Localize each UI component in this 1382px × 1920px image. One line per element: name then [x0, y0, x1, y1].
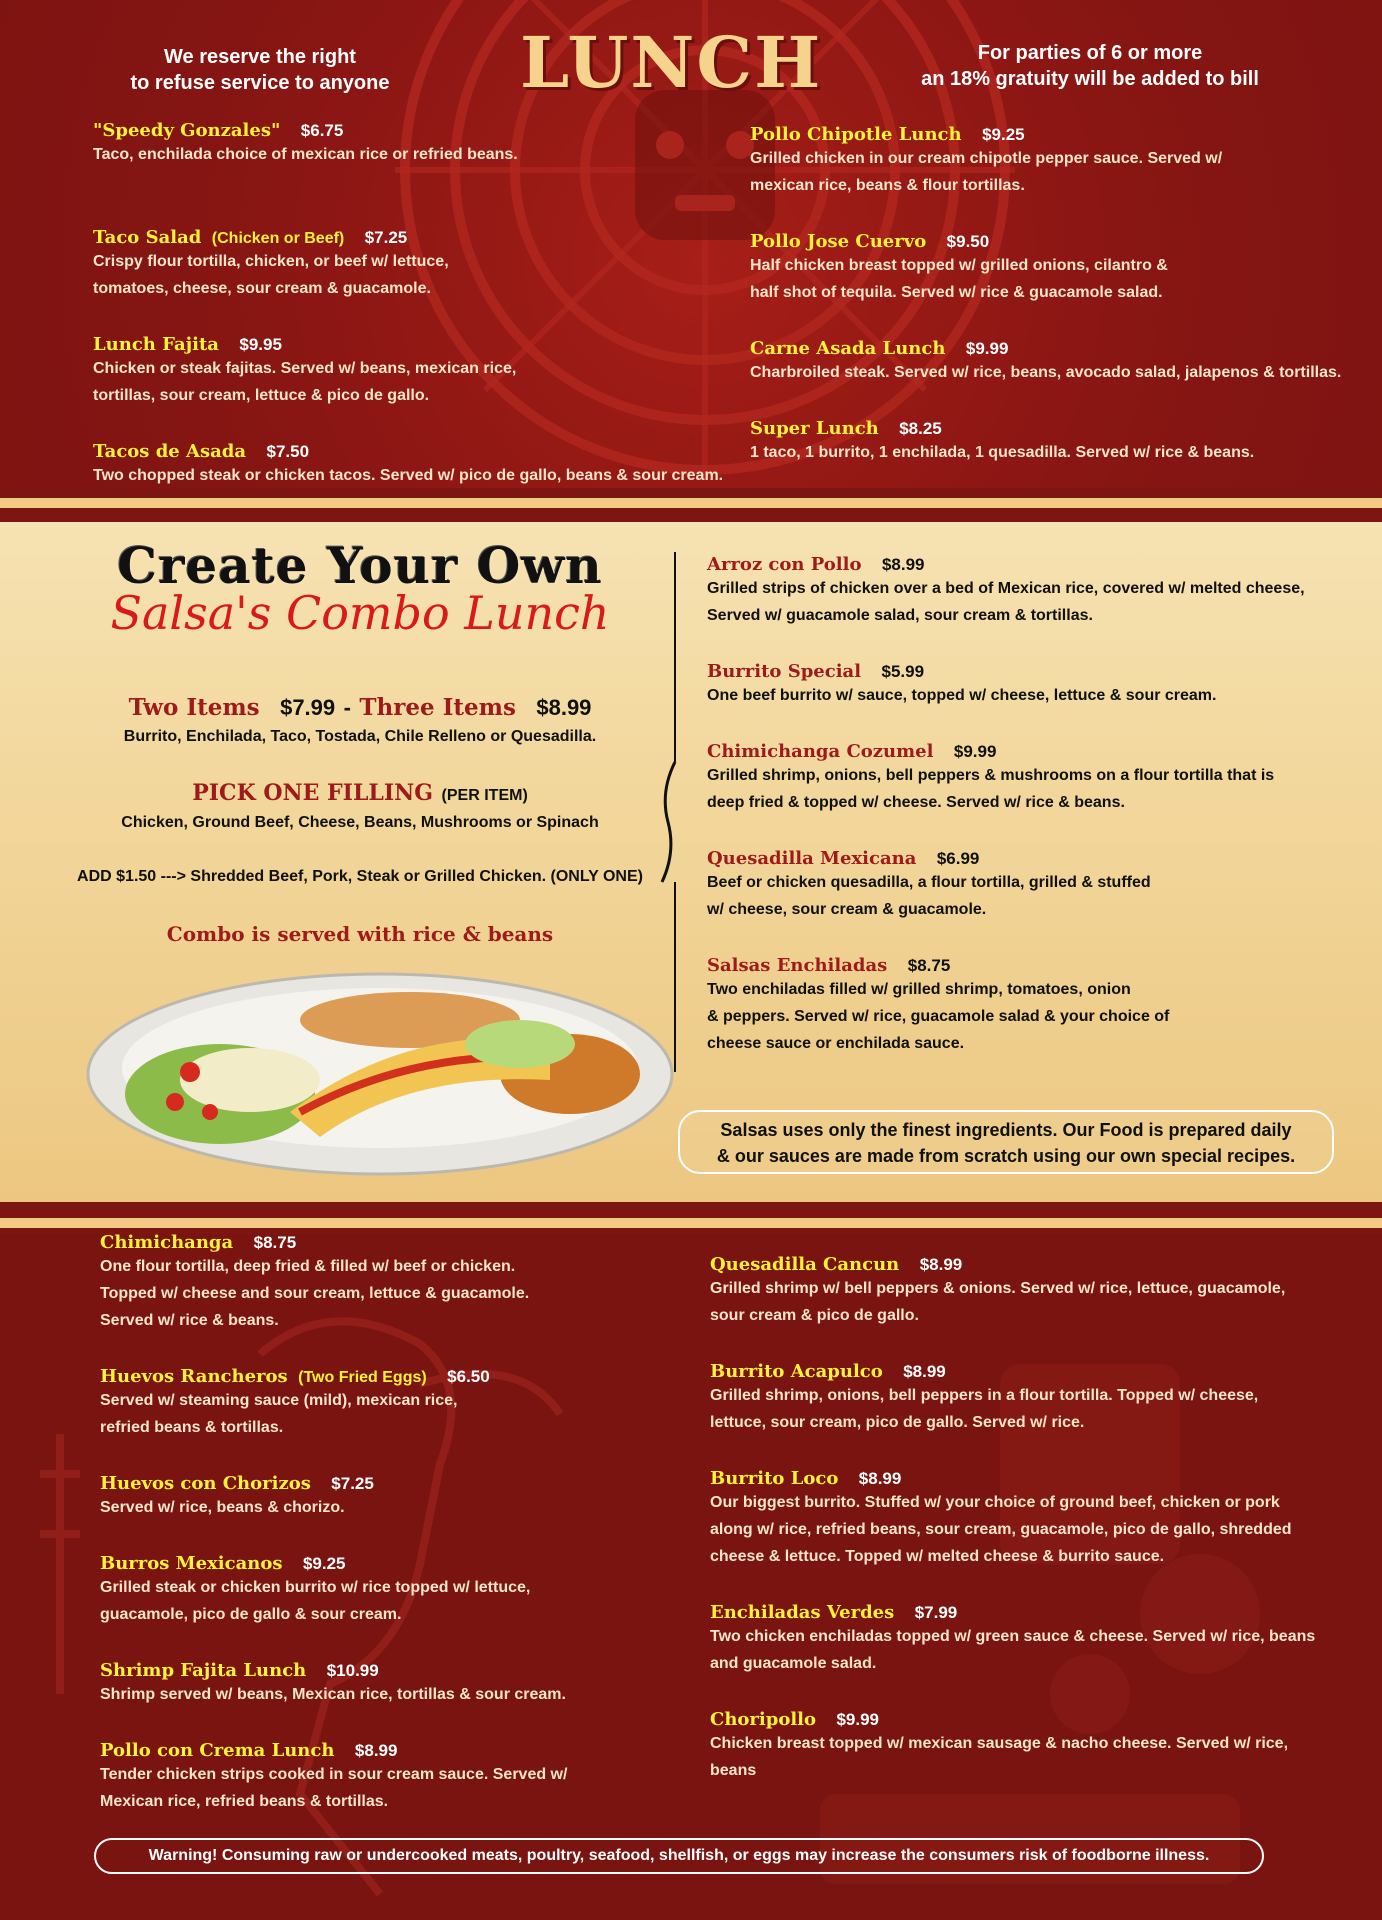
item-price: $9.25 [302, 1554, 346, 1573]
item-price: $8.75 [253, 1234, 297, 1252]
item-description: Served w/ rice & beans. [100, 1312, 279, 1329]
item-price: $9.25 [982, 125, 1025, 144]
item-name: Salsas Enchiladas [707, 955, 888, 976]
three-items-price: $8.99 [536, 695, 592, 720]
combo-lunch-section [0, 522, 1382, 1202]
item-name: Burrito Loco [710, 1468, 839, 1489]
item-description: & peppers. Served w/ rice, guacamole salad & your choice of [707, 1008, 1170, 1025]
item-name: Enchiladas Verdes [710, 1602, 895, 1623]
quality-note-line-2: & our sauces are made from scratch using our own special recipes. [716, 1146, 1296, 1166]
menu-item [750, 124, 1370, 231]
item-price: $7.50 [266, 442, 310, 461]
item-description: Half chicken breast topped w/ grilled onions, cilantro & [750, 257, 1168, 274]
menu-item [707, 848, 1367, 955]
item-description: Grilled shrimp, onions, bell peppers in a flour tortilla. Topped w/ cheese, [710, 1387, 1259, 1404]
quality-note-box [678, 1110, 1334, 1174]
item-description: Taco, enchilada choice of mexican rice or refried beans. [93, 146, 518, 163]
item-name: Taco Salad [93, 227, 202, 248]
item-description: Grilled chicken in our cream chipotle pepper sauce. Served w/ [750, 150, 1223, 167]
item-price: $9.50 [946, 232, 990, 251]
service-note [100, 44, 420, 96]
item-name: Arroz con Pollo [707, 554, 862, 575]
item-description: refried beans & tortillas. [100, 1419, 284, 1436]
item-description: Chicken or steak fajitas. Served w/ beans, mexican rice, [93, 360, 517, 377]
item-description: Chicken breast topped w/ mexican sausage & nacho cheese. Served w/ rice, [710, 1735, 1289, 1752]
menu-item [100, 1740, 720, 1847]
menu-item [100, 1553, 720, 1660]
item-description: Two enchiladas filled w/ grilled shrimp, tomatoes, onion [707, 981, 1131, 998]
item-price: $10.99 [326, 1661, 379, 1680]
combo-pricing [40, 694, 680, 721]
item-description: Grilled strips of chicken over a bed of Mexican rice, covered w/ melted cheese, [707, 580, 1305, 597]
item-name: Chimichanga [100, 1234, 234, 1253]
item-price: $8.99 [903, 1362, 946, 1381]
service-note-line-2: to refuse service to anyone [130, 72, 390, 94]
item-description: Topped w/ cheese and sour cream, lettuce & guacamole. [100, 1285, 530, 1302]
item-description: deep fried & topped w/ cheese. Served w/ rice & beans. [707, 794, 1125, 811]
menu-item [93, 334, 733, 441]
menu-item [100, 1473, 720, 1553]
item-price: $7.25 [331, 1474, 374, 1493]
item-description: Grilled steak or chicken burrito w/ rice topped w/ lettuce, [100, 1579, 531, 1596]
menu-item [93, 441, 733, 488]
item-description: Served w/ guacamole salad, sour cream & tortillas. [707, 607, 1093, 624]
item-description: w/ cheese, sour cream & guacamole. [707, 901, 987, 918]
item-name: Quesadilla Cancun [710, 1254, 900, 1275]
item-price: $6.99 [936, 849, 980, 868]
item-subtitle: (Chicken or Beef) [211, 230, 345, 247]
item-price: $6.75 [300, 121, 344, 140]
menu-item [707, 661, 1367, 741]
item-description: guacamole, pico de gallo & sour cream. [100, 1606, 402, 1623]
item-price: $7.25 [364, 228, 408, 247]
item-name: Huevos Rancheros [100, 1366, 288, 1387]
item-name: Quesadilla Mexicana [707, 848, 917, 869]
item-description: Charbroiled steak. Served w/ rice, beans, avocado salad, jalapenos & tortillas. [750, 364, 1342, 381]
item-description: along w/ rice, refried beans, sour cream, guacamole, pico de gallo, shredded [710, 1521, 1292, 1538]
item-price: $8.99 [858, 1469, 902, 1488]
menu-item [707, 955, 1367, 1085]
section-divider [0, 488, 1382, 522]
item-description: Grilled shrimp w/ bell peppers & onions. Served w/ rice, lettuce, guacamole, [710, 1280, 1286, 1297]
item-price: $7.99 [914, 1603, 958, 1622]
menu-item [710, 1468, 1370, 1602]
item-description: mexican rice, beans & flour tortillas. [750, 177, 1025, 194]
item-description: lettuce, sour cream, pico de gallo. Served w/ rice. [710, 1414, 1085, 1431]
item-name: Burrito Acapulco [710, 1361, 883, 1382]
item-description: Served w/ rice, beans & chorizo. [100, 1499, 345, 1516]
item-name: Shrimp Fajita Lunch [100, 1660, 307, 1681]
menu-item [100, 1366, 720, 1473]
item-name: Pollo Jose Cuervo [750, 231, 927, 252]
two-items-label: Two Items [128, 694, 260, 721]
item-description: Tender chicken strips cooked in sour cream sauce. Served w/ [100, 1766, 568, 1783]
item-name: Tacos de Asada [93, 441, 247, 462]
combo-choices: Burrito, Enchilada, Taco, Tostada, Chile Relleno or Quesadilla. [123, 728, 597, 745]
service-note-line-1: We reserve the right [164, 46, 356, 68]
pick-filling-sub: (PER ITEM) [441, 787, 528, 804]
item-name: "Speedy Gonzales" [93, 120, 281, 141]
filling-options: Chicken, Ground Beef, Cheese, Beans, Mushrooms or Spinach [121, 814, 599, 831]
food-safety-warning [94, 1838, 1264, 1874]
item-name: Lunch Fajita [93, 334, 219, 355]
item-description: Served w/ steaming sauce (mild), mexican rice, [100, 1392, 458, 1409]
item-name: Super Lunch [750, 418, 879, 439]
combo-plate-photo [80, 962, 680, 1182]
menu-item [100, 1660, 720, 1740]
item-description: tomatoes, cheese, sour cream & guacamole. [93, 280, 431, 297]
item-description: Two chicken enchiladas topped w/ green sauce & cheese. Served w/ rice, beans [710, 1628, 1316, 1645]
menu-item [710, 1602, 1370, 1709]
top-lunch-section [0, 0, 1382, 488]
item-name: Pollo Chipotle Lunch [750, 124, 962, 145]
menu-item [707, 554, 1367, 661]
menu-item [750, 338, 1370, 418]
bottom-right-menu-items [710, 1254, 1370, 1816]
item-price: $9.99 [953, 742, 997, 761]
pick-filling-label: PICK ONE FILLING [192, 780, 434, 806]
menu-item [93, 227, 733, 334]
page-title: LUNCH [520, 21, 823, 104]
item-name: Choripollo [710, 1709, 817, 1730]
item-name: Burrito Special [707, 661, 862, 682]
item-description: Two chopped steak or chicken tacos. Served w/ pico de gallo, beans & sour cream. [93, 467, 724, 484]
item-price: $8.99 [354, 1741, 398, 1760]
item-description: Mexican rice, refried beans & tortillas. [100, 1793, 389, 1810]
two-items-price: $7.99 [280, 695, 336, 720]
gratuity-note [900, 40, 1280, 92]
gratuity-note-line-1: For parties of 6 or more [977, 42, 1203, 64]
item-description: tortillas, sour cream, lettuce & pico de gallo. [93, 387, 430, 404]
menu-item [93, 120, 733, 227]
combo-right-menu-items [707, 554, 1367, 1085]
section-divider [0, 1202, 1382, 1234]
item-description: Crispy flour tortilla, chicken, or beef w/ lettuce, [93, 253, 449, 270]
menu-item [710, 1709, 1370, 1816]
top-right-menu-items [750, 124, 1370, 488]
item-description: One beef burrito w/ sauce, topped w/ cheese, lettuce & sour cream. [707, 687, 1217, 704]
item-name: Burros Mexicanos [100, 1553, 283, 1574]
filling-add-on: ADD $1.50 ---> Shredded Beef, Pork, Steak or Grilled Chicken. (ONLY ONE) [77, 868, 643, 885]
item-price: $9.99 [965, 339, 1009, 358]
item-price: $8.75 [907, 956, 951, 975]
combo-subtitle: Salsa's Combo Lunch [110, 586, 610, 640]
gratuity-note-line-2: an 18% gratuity will be added to bill [921, 68, 1259, 90]
item-description: Beef or chicken quesadilla, a flour tortilla, grilled & stuffed [707, 874, 1151, 891]
menu-item [750, 231, 1370, 338]
item-description: sour cream & pico de gallo. [710, 1307, 919, 1324]
item-subtitle: (Two Fried Eggs) [298, 1369, 427, 1386]
item-name: Pollo con Crema Lunch [100, 1740, 335, 1761]
item-description: Our biggest burrito. Stuffed w/ your choice of ground beef, chicken or pork [710, 1494, 1280, 1511]
item-description: Grilled shrimp, onions, bell peppers & mushrooms on a flour tortilla that is [707, 767, 1275, 784]
bottom-lunch-section [0, 1234, 1382, 1920]
menu-item [750, 418, 1370, 488]
filling-heading [40, 780, 680, 806]
item-price: $9.99 [836, 1710, 880, 1729]
column-divider [660, 552, 690, 1072]
item-price: $6.50 [447, 1367, 490, 1386]
item-description: cheese & lettuce. Topped w/ melted cheese & burrito sauce. [710, 1548, 1165, 1565]
item-description: One flour tortilla, deep fried & filled w/ beef or chicken. [100, 1258, 516, 1275]
bottom-left-menu-items [100, 1234, 720, 1847]
menu-item [710, 1361, 1370, 1468]
pricing-separator: - [343, 695, 351, 720]
combo-title: Create Your Own [117, 536, 603, 595]
item-name: Huevos con Chorizos [100, 1473, 311, 1494]
menu-item [100, 1234, 720, 1366]
combo-served-note: Combo is served with rice & beans [166, 922, 554, 946]
item-price: $5.99 [881, 662, 925, 681]
menu-item [707, 741, 1367, 848]
item-description: and guacamole salad. [710, 1655, 877, 1672]
item-name: Carne Asada Lunch [750, 338, 946, 359]
three-items-label: Three Items [359, 694, 516, 721]
item-description: beans [710, 1762, 757, 1779]
warning-text: Warning! Consuming raw or undercooked meats, poultry, seafood, shellfish, or eggs may increase the consumers risk of foodborne illness. [148, 1847, 1210, 1864]
item-price: $9.95 [239, 335, 282, 354]
item-description: half shot of tequila. Served w/ rice & guacamole salad. [750, 284, 1163, 301]
top-left-menu-items [93, 120, 733, 488]
item-price: $8.25 [899, 419, 942, 438]
item-name: Chimichanga Cozumel [707, 741, 934, 762]
quality-note-line-1: Salsas uses only the finest ingredients. Our Food is prepared daily [720, 1120, 1292, 1140]
item-description: 1 taco, 1 burrito, 1 enchilada, 1 quesadilla. Served w/ rice & beans. [750, 444, 1255, 461]
item-price: $8.99 [881, 555, 925, 574]
item-price: $8.99 [919, 1255, 963, 1274]
item-description: cheese sauce or enchilada sauce. [707, 1035, 965, 1052]
menu-item [710, 1254, 1370, 1361]
item-description: Shrimp served w/ beans, Mexican rice, tortillas & sour cream. [100, 1686, 566, 1703]
